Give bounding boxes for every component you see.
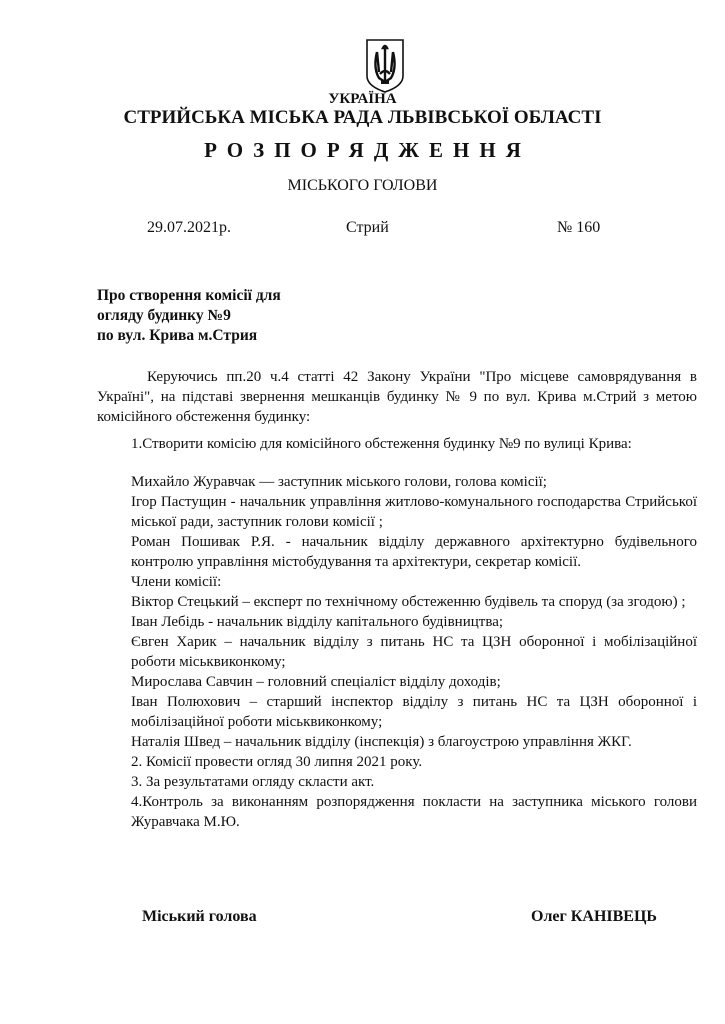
subject-line: Про створення комісії для [97, 287, 281, 304]
list-line: Євген Харик – начальник відділу з питань НС та ЦЗН оборонної і мобілізаційної роботи міськвиконкому; [131, 634, 697, 670]
list-line: Іван Лебідь - начальник відділу капітального будівництва; [131, 614, 504, 630]
commission-list [97, 472, 697, 832]
document-type-title: РОЗПОРЯДЖЕННЯ [204, 138, 531, 162]
list-line: Члени комісії: [131, 574, 222, 590]
document-number: № 160 [557, 219, 601, 236]
signature-name: Олег КАНІВЕЦЬ [531, 908, 657, 925]
council-heading: СТРИЙСЬКА МІСЬКА РАДА ЛЬВІВСЬКОЇ ОБЛАСТІ [123, 107, 602, 128]
document-subject [97, 286, 281, 346]
signature-position: Міський голова [142, 908, 257, 925]
document-city: Стрий [346, 219, 389, 236]
list-line: Іван Полюхович – старший інспектор відділу з питань НС та ЦЗН оборонної і мобілізаційної роботи міськвиконкому; [131, 694, 697, 730]
list-line: Мирослава Савчин – головний спеціаліст відділу доходів; [131, 674, 501, 690]
subject-line: по вул. Крива м.Стрия [97, 327, 258, 344]
list-line: Ігор Пастущин - начальник управління житлово-комунального господарства Стрийської міської ради, заступник голови комісії ; [131, 494, 697, 530]
coat-of-arms-icon [365, 38, 405, 94]
item-1-paragraph: 1.Створити комісію для комісійного обстеження будинку №9 по вулиці Крива: [131, 436, 632, 452]
subject-line: огляду будинку №9 [97, 307, 231, 324]
intro-paragraph: Керуючись пп.20 ч.4 статті 42 Закону України "Про місцеве самоврядування в Україні", на підставі звернення мешканців будинку № 9 по вул. Крива м.Стрий з метою комісійного обстеження будинку: [97, 369, 697, 425]
issuer-subtitle: МІСЬКОГО ГОЛОВИ [287, 177, 438, 194]
list-line: Віктор Стецький – експерт по технічному обстеженню будівель та споруд (за згодою) ; [131, 594, 686, 610]
list-line: Наталія Швед – начальник відділу (інспекція) з благоустрою управління ЖКГ. [131, 734, 632, 750]
list-line: Роман Пошивак Р.Я. - начальник відділу державного архітектурно будівельного контролю управління містобудування та архітектури, секретар комісії. [131, 534, 697, 570]
list-line: 2. Комісії провести огляд 30 липня 2021 року. [131, 754, 423, 770]
document-date: 29.07.2021р. [147, 219, 231, 236]
country-heading: УКРАЇНА [328, 91, 397, 107]
list-line: 3. За результатами огляду скласти акт. [131, 774, 375, 790]
list-line: Михайло Журавчак — заступник міського голови, голова комісії; [131, 474, 547, 490]
list-line: 4.Контроль за виконанням розпорядження покласти на заступника міського голови Журавчака М.Ю. [131, 794, 697, 830]
